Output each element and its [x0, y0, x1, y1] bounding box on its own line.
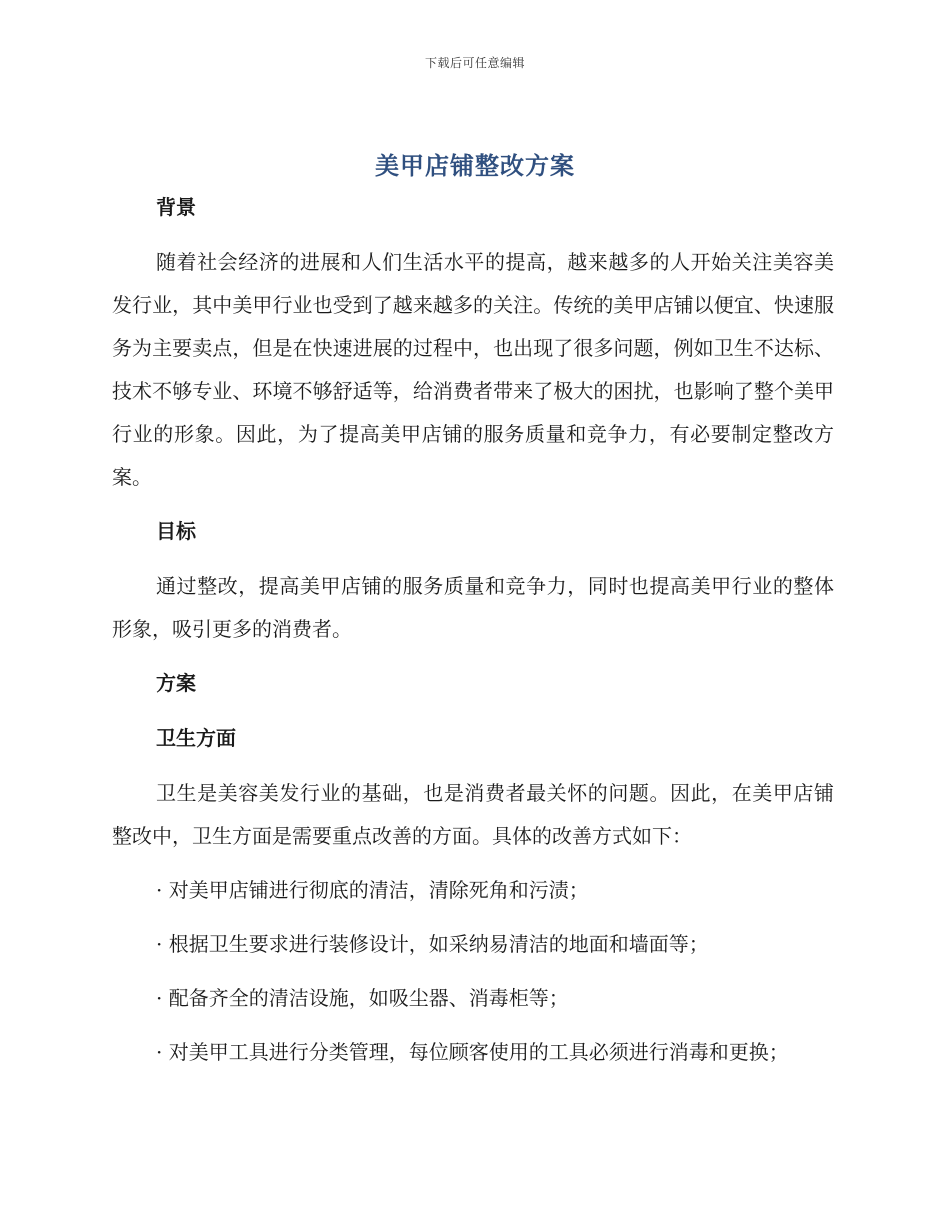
list-item: · 配备齐全的清洁设施，如吸尘器、消毒柜等； — [156, 986, 569, 1010]
section-heading-goal: 目标 — [156, 519, 196, 543]
goal-paragraph: 通过整改，提高美甲店铺的服务质量和竞争力，同时也提高美甲行业的整体形象，吸引更多的消费者。 — [112, 574, 834, 641]
list-item: · 根据卫生要求进行装修设计，如采纳易清洁的地面和墙面等； — [156, 932, 709, 956]
document-body — [112, 186, 834, 1074]
page-header: 下载后可任意编辑 — [424, 56, 525, 70]
background-paragraph: 随着社会经济的进展和人们生活水平的提高，越来越多的人开始关注美容美发行业，其中美甲行业也受到了越来越多的关注。传统的美甲店铺以便宜、快速服务为主要卖点，但是在快速进展的过程中，也出现了很多问题，例如卫生不达标、技术不够专业、环境不够舒适等，给消费者带来了极大的困扰，也影响了整个美甲行业的形象。因此，为了提高美甲店铺的服务质量和竞争力，有必要制定整改方案。 — [112, 250, 834, 489]
list-item: · 对美甲店铺进行彻底的清洁，清除死角和污渍； — [156, 878, 589, 902]
document-title: 美甲店铺整改方案 — [375, 152, 575, 180]
hygiene-paragraph: 卫生是美容美发行业的基础，也是消费者最关怀的问题。因此，在美甲店铺整改中，卫生方面是需要重点改善的方面。具体的改善方式如下： — [112, 781, 834, 848]
list-item: · 对美甲工具进行分类管理，每位顾客使用的工具必须进行消毒和更换； — [156, 1040, 789, 1064]
section-heading-plan: 方案 — [156, 671, 196, 695]
section-heading-background: 背景 — [156, 195, 196, 219]
section-heading-hygiene: 卫生方面 — [156, 726, 236, 750]
